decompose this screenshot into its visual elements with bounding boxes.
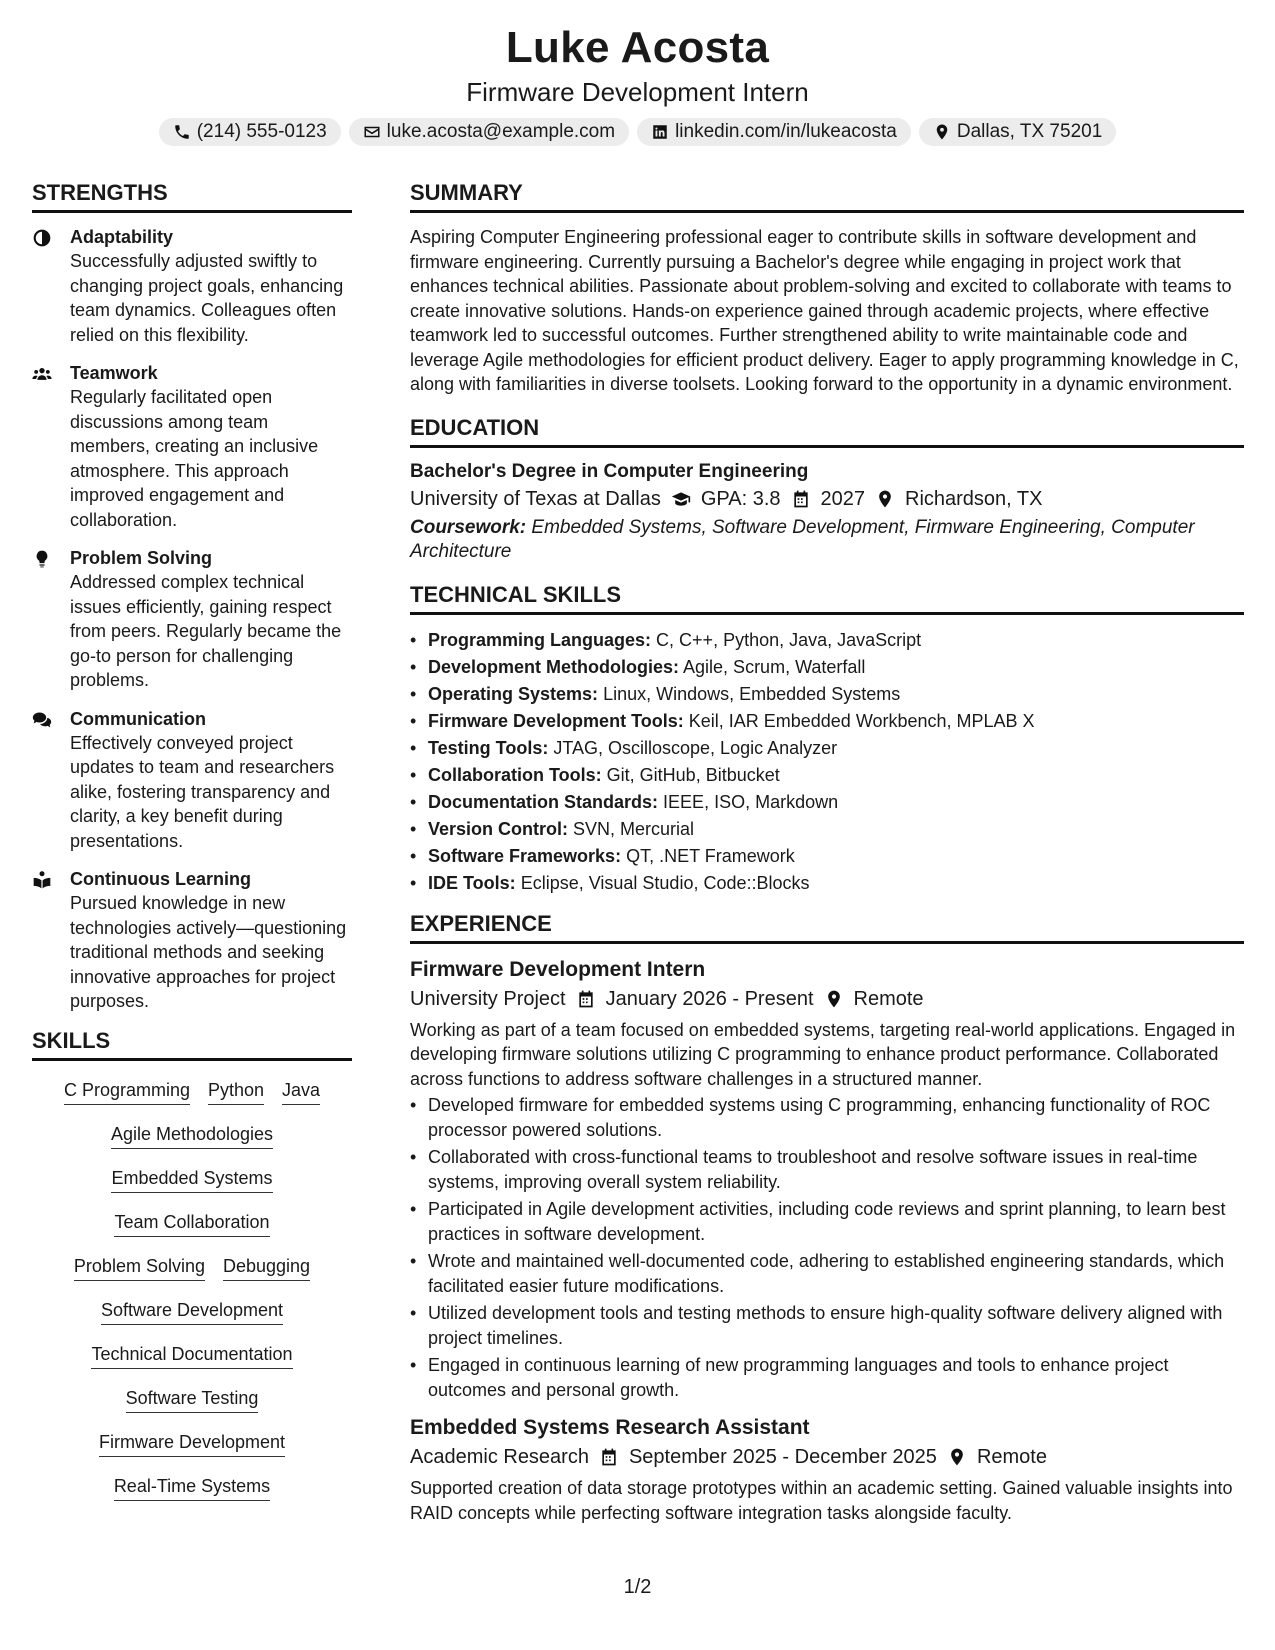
- linkedin-text: linkedin.com/in/lukeacosta: [675, 121, 897, 142]
- strength-title: Adaptability: [70, 227, 174, 247]
- half-circle-icon: [32, 228, 52, 248]
- list-item: • Programming Languages: C, C++, Python, Java, JavaScript: [410, 627, 1244, 654]
- graduation-year: 2027: [820, 487, 866, 510]
- calendar-icon: [576, 989, 596, 1009]
- page-number: 1/2: [623, 1576, 652, 1598]
- contact-bar: [0, 118, 1275, 146]
- job-entry: [410, 956, 1244, 1403]
- list-item: • Version Control: SVN, Mercurial: [410, 816, 1244, 843]
- job-dates: January 2026 - Present: [605, 987, 814, 1010]
- list-item: • Wrote and maintained well-documented code, adhering to established engineering standards, which facilitated easier future modifications.: [410, 1249, 1244, 1298]
- right-column: [410, 180, 1244, 1525]
- job-entry: [410, 1414, 1244, 1525]
- strength-desc: Successfully adjusted swiftly to changing project goals, enhancing team dynamics. Colleagues often relied on this flexibility.: [70, 251, 344, 345]
- strength-desc: Pursued knowledge in new technologies actively—questioning traditional methods and seeking innovative approaches for project purposes.: [70, 893, 347, 1011]
- strength-desc: Addressed complex technical issues efficiently, gaining respect from peers. Regularly became the go-to person for challenging problems.: [70, 572, 342, 690]
- job-title: Embedded Systems Research Assistant: [410, 1416, 810, 1439]
- job-description: Working as part of a team focused on embedded systems, targeting real-world applications. Engaged in developing firmware solutions utilizing C programming to enhance product performance. Collaborated across functions to address software challenges in a structured manner.: [410, 1019, 1236, 1089]
- map-pin-icon: [947, 1447, 967, 1467]
- graduation-cap-icon: [671, 489, 691, 509]
- strength-desc: Regularly facilitated open discussions among team members, creating an inclusive atmosphere. This approach improved engagement and collaboration.: [70, 387, 319, 530]
- coursework: [410, 516, 1244, 564]
- job-dates: September 2025 - December 2025: [628, 1446, 937, 1468]
- school-location: Richardson, TX: [905, 487, 1043, 510]
- education-meta: [410, 484, 1244, 514]
- map-pin-icon: [933, 123, 951, 141]
- resume-header: [0, 0, 1275, 146]
- strength-item: [32, 867, 352, 1014]
- list-item: • Firmware Development Tools: Keil, IAR Embedded Workbench, MPLAB X: [410, 708, 1244, 735]
- list-item: • Documentation Standards: IEEE, ISO, Markdown: [410, 789, 1244, 816]
- strength-title: Communication: [70, 708, 207, 729]
- contact-location: [919, 118, 1116, 146]
- strength-item: [32, 707, 352, 854]
- skill-tag: Real-Time Systems: [114, 1475, 270, 1501]
- list-item: • Software Frameworks: QT, .NET Framework: [410, 843, 1244, 870]
- job-org: Academic Research: [410, 1446, 589, 1468]
- job-meta: [410, 984, 1244, 1014]
- reader-icon: [32, 870, 52, 890]
- list-item: • Development Methodologies: Agile, Scrum, Waterfall: [410, 654, 1244, 681]
- strength-item: [32, 225, 352, 347]
- skill-tag: Software Development: [101, 1299, 283, 1325]
- envelope-icon: [363, 123, 381, 141]
- strength-item: [32, 361, 352, 532]
- comments-icon: [32, 710, 52, 730]
- skill-tag: Problem Solving: [74, 1255, 205, 1281]
- calendar-icon: [599, 1447, 619, 1467]
- map-pin-icon: [824, 989, 844, 1009]
- list-item: • Testing Tools: JTAG, Oscilloscope, Logic Analyzer: [410, 735, 1244, 762]
- skill-tag: Team Collaboration: [114, 1211, 269, 1237]
- strength-title: Problem Solving: [70, 548, 213, 568]
- gpa-text: GPA: 3.8: [700, 487, 781, 510]
- job-meta: [410, 1442, 1244, 1472]
- list-item: • Participated in Agile development activities, including code reviews and sprint planning, to learn best practices in software development.: [410, 1197, 1244, 1246]
- coursework-list: Embedded Systems, Software Development, Firmware Engineering, Computer Architecture: [410, 516, 1195, 562]
- job-org: University Project: [410, 987, 566, 1010]
- contact-phone[interactable]: [159, 118, 341, 146]
- left-column: [32, 180, 352, 1501]
- school-name: University of Texas at Dallas: [410, 487, 661, 510]
- summary-heading: SUMMARY: [410, 180, 1244, 213]
- phone-icon: [173, 123, 191, 141]
- skills-heading: SKILLS: [32, 1028, 352, 1061]
- list-item: • Engaged in continuous learning of new programming languages and tools to enhance project outcomes and personal growth.: [410, 1353, 1244, 1402]
- users-icon: [32, 364, 52, 384]
- map-pin-icon: [875, 489, 895, 509]
- contact-email[interactable]: [349, 118, 629, 146]
- phone-text: (214) 555-0123: [196, 121, 327, 142]
- technical-skills-heading: TECHNICAL SKILLS: [410, 582, 1244, 615]
- candidate-title: Firmware Development Intern: [466, 77, 809, 107]
- strength-title: Continuous Learning: [70, 869, 251, 889]
- experience-heading: EXPERIENCE: [410, 911, 1244, 944]
- degree-title: Bachelor's Degree in Computer Engineering: [410, 460, 809, 482]
- strengths-heading: STRENGTHS: [32, 180, 352, 213]
- skills-list: [32, 1073, 352, 1501]
- job-location: Remote: [853, 987, 924, 1010]
- education-heading: EDUCATION: [410, 415, 1244, 448]
- skill-tag: Technical Documentation: [91, 1343, 292, 1369]
- contact-linkedin[interactable]: [637, 118, 911, 146]
- strength-desc: Effectively conveyed project updates to team and researchers alike, fostering transparency and clarity, a key benefit during presentations.: [70, 732, 335, 851]
- list-item: • Operating Systems: Linux, Windows, Embedded Systems: [410, 681, 1244, 708]
- coursework-label: Coursework:: [410, 516, 527, 538]
- technical-skills-list: [410, 627, 1244, 897]
- skill-tag: Debugging: [223, 1255, 310, 1281]
- list-item: • Utilized development tools and testing methods to ensure high-quality software delivery aligned with project timelines.: [410, 1301, 1244, 1350]
- strength-item: [32, 546, 352, 693]
- list-item: • Collaborated with cross-functional teams to troubleshoot and resolve software issues in real-time systems, improving overall system reliability.: [410, 1145, 1244, 1194]
- skill-tag: Software Testing: [126, 1387, 259, 1413]
- skill-tag: Python: [208, 1079, 264, 1105]
- skill-tag: Agile Methodologies: [111, 1123, 273, 1149]
- email-text: luke.acosta@example.com: [386, 121, 616, 142]
- location-text: Dallas, TX 75201: [956, 121, 1103, 142]
- list-item: • IDE Tools: Eclipse, Visual Studio, Code::Blocks: [410, 870, 1244, 897]
- skill-tag: Embedded Systems: [111, 1167, 272, 1193]
- list-item: • Developed firmware for embedded systems using C programming, enhancing functionality of ROC processor powered solutions.: [410, 1093, 1244, 1142]
- job-description: Supported creation of data storage prototypes within an academic setting. Gained valuable insights into RAID concepts while perfecting software integration tasks alongside faculty.: [410, 1478, 1233, 1523]
- lightbulb-icon: [32, 549, 52, 569]
- skill-tag: C Programming: [64, 1079, 190, 1105]
- job-title: Firmware Development Intern: [410, 957, 706, 981]
- skill-tag: Java: [282, 1079, 320, 1105]
- job-location: Remote: [976, 1446, 1047, 1468]
- linkedin-icon: [651, 123, 669, 141]
- summary-text: Aspiring Computer Engineering professional eager to contribute skills in software development and firmware engineering. Currently pursuing a Bachelor's degree while engaging in project work that enhances technical abilities. Passionate about problem-solving and excited to collaborate with teams to create innovative solutions. Hands-on experience gained through academic projects, where effective teamwork led to successful outcomes. Further strengthened ability to write maintainable code and leverage Agile methodologies for efficient product delivery. Eager to apply programming knowledge in C, along with familiarities in diverse toolsets. Looking forward to the opportunity in a dynamic environment.: [410, 227, 1239, 394]
- job-bullets: [410, 1093, 1244, 1402]
- candidate-name: Luke Acosta: [505, 23, 770, 72]
- calendar-icon: [791, 489, 811, 509]
- list-item: • Collaboration Tools: Git, GitHub, Bitbucket: [410, 762, 1244, 789]
- skill-tag: Firmware Development: [99, 1431, 285, 1457]
- strength-title: Teamwork: [70, 363, 158, 383]
